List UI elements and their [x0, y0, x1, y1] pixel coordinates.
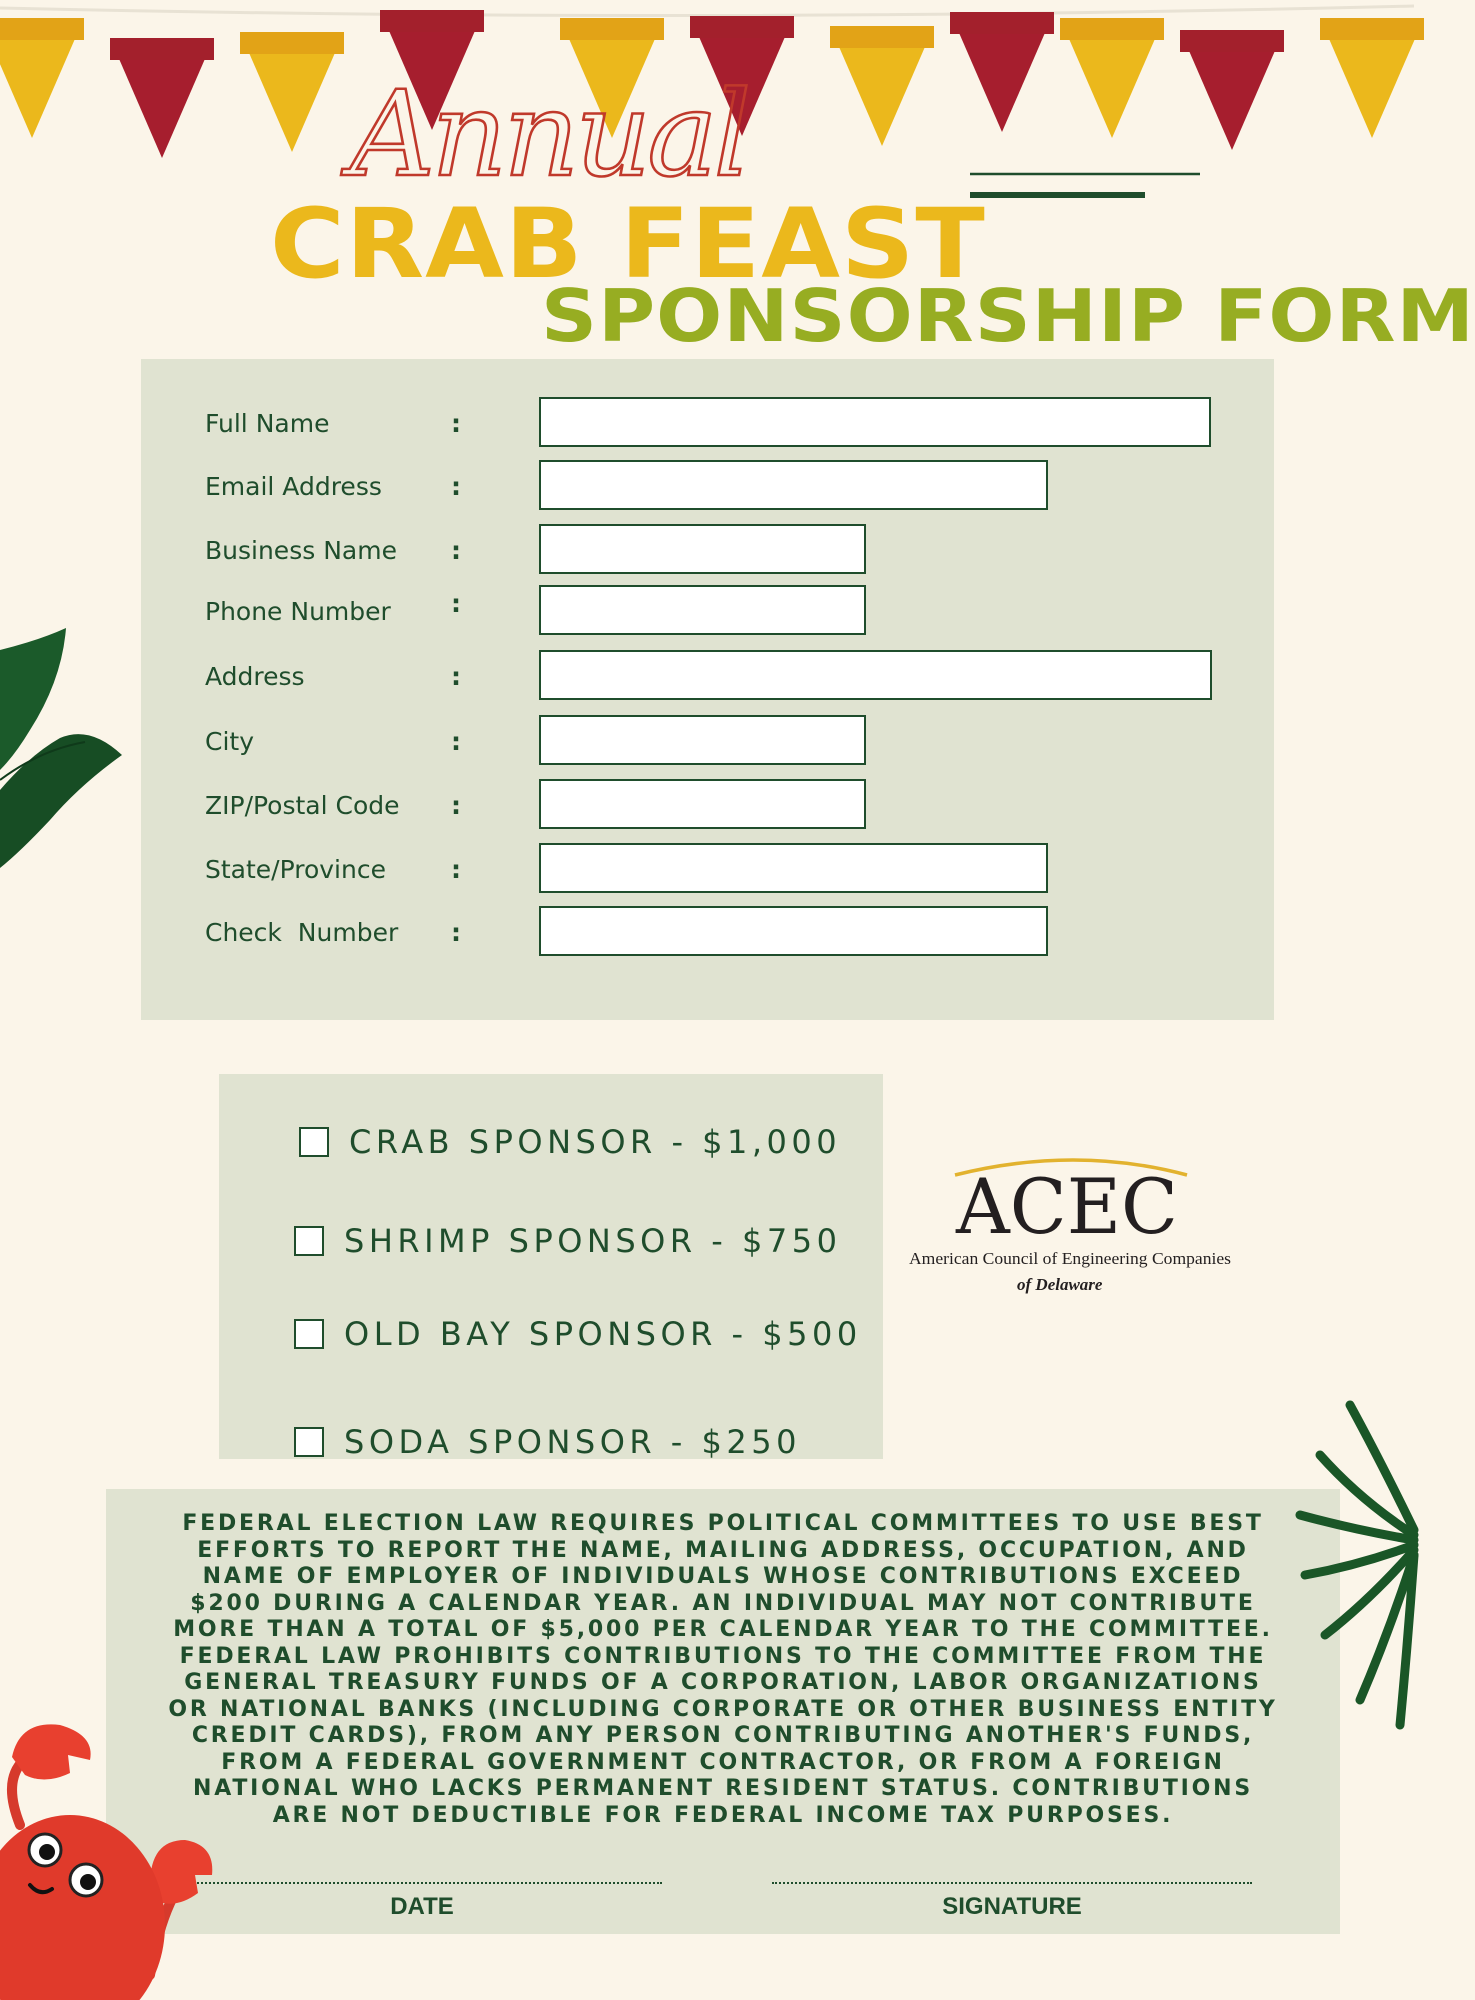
annual-script-text: Annual	[350, 65, 748, 203]
form-row	[141, 843, 1274, 897]
pennant-band	[1060, 18, 1164, 40]
form-row	[141, 715, 1274, 769]
sponsor-label: CRAB SPONSOR - $1,000	[349, 1123, 842, 1161]
field-input[interactable]	[539, 460, 1048, 510]
sponsor-checkbox[interactable]	[294, 1427, 324, 1457]
field-label: Phone Number	[205, 597, 391, 626]
field-colon: :	[451, 409, 461, 438]
form-row	[141, 524, 1274, 578]
field-label: Full Name	[205, 409, 330, 438]
date-line[interactable]	[182, 1882, 662, 1884]
pennant-band	[380, 10, 484, 32]
field-label: Check Number	[205, 918, 399, 947]
field-input[interactable]	[539, 843, 1048, 893]
field-label: State/Province	[205, 855, 386, 884]
field-colon: :	[451, 472, 461, 501]
pennant-band	[110, 38, 214, 60]
form-row	[141, 460, 1274, 514]
field-colon: :	[451, 662, 461, 691]
disclaimer-text: FEDERAL ELECTION LAW REQUIRES POLITICAL COMMITTEES TO USE BEST EFFORTS TO REPORT THE NAME, MAILING ADDRESS, OCCUPATION, AND NAME OF EMPLOYER OF INDIVIDUALS WHOSE CONTRIBUTIONS EXCEED $200 DURING A CALENDAR YEAR. AN INDIVIDUAL MAY NOT CONTRIBUTE MORE THAN A TOTAL OF $5,000 PER CALENDAR YEAR TO THE COMMITTEE. FEDERAL LAW PROHIBITS CONTRIBUTIONS TO THE COMMITTEE FROM THE GENERAL TREASURY FUNDS OF A CORPORATION, LABOR ORGANIZATIONS OR NATIONAL BANKS (INCLUDING CORPORATE OR OTHER BUSINESS ENTITY CREDIT CARDS), FROM ANY PERSON CONTRIBUTING ANOTHER'S FUNDS, FROM A FEDERAL GOVERNMENT CONTRACTOR, OR FROM A FOREIGN NATIONAL WHO LACKS PERMANENT RESIDENT STATUS. CONTRIBUTIONS ARE NOT DEDUCTIBLE FOR FEDERAL INCOME TAX PURPOSES.	[168, 1511, 1278, 1828]
sponsor-label: SHRIMP SPONSOR - $750	[344, 1222, 842, 1260]
sponsor-label: SODA SPONSOR - $250	[344, 1423, 801, 1461]
form-row	[141, 650, 1274, 704]
acec-logo	[905, 1150, 1245, 1300]
field-input[interactable]	[539, 715, 866, 765]
field-input[interactable]	[539, 906, 1048, 956]
form-row	[141, 779, 1274, 833]
signature-line[interactable]	[772, 1882, 1252, 1884]
field-colon: :	[451, 791, 461, 820]
field-colon: :	[451, 727, 461, 756]
field-label: City	[205, 727, 254, 756]
leaf-icon	[0, 620, 130, 870]
field-label: Email Address	[205, 472, 382, 501]
field-label: Address	[205, 662, 305, 691]
sponsor-option[interactable]	[299, 1120, 841, 1164]
form-row	[141, 906, 1274, 960]
date-label: DATE	[390, 1893, 454, 1920]
form-row	[141, 585, 1274, 639]
field-input[interactable]	[539, 397, 1211, 447]
pennant-band	[0, 18, 84, 40]
field-input[interactable]	[539, 650, 1212, 700]
decorative-lines	[970, 168, 1205, 204]
acec-region: of Delaware	[1017, 1275, 1103, 1294]
sponsor-option[interactable]	[294, 1219, 841, 1263]
sponsor-checkbox[interactable]	[299, 1127, 329, 1157]
field-input[interactable]	[539, 585, 866, 635]
signature-label: SIGNATURE	[942, 1893, 1082, 1920]
field-label: ZIP/Postal Code	[205, 791, 400, 820]
pennant-band	[240, 32, 344, 54]
sponsor-label: OLD BAY SPONSOR - $500	[344, 1315, 862, 1353]
title-sponsorship-form: SPONSORSHIP FORM	[541, 274, 1475, 358]
field-input[interactable]	[539, 779, 866, 829]
pennant-band	[830, 26, 934, 48]
title-crab-feast: CRAB FEAST	[270, 188, 986, 300]
disclaimer-panel	[106, 1489, 1340, 1934]
field-colon: :	[451, 918, 461, 947]
field-label: Business Name	[205, 536, 397, 565]
pennant-band	[690, 16, 794, 38]
pennant-band	[1320, 18, 1424, 40]
sponsor-option[interactable]	[294, 1312, 862, 1356]
pennant-band	[950, 12, 1054, 34]
annual-script-title	[350, 55, 748, 205]
sponsor-option[interactable]	[294, 1420, 801, 1464]
field-colon: :	[451, 855, 461, 884]
field-colon: :	[451, 589, 461, 618]
form-row	[141, 397, 1274, 451]
pennant-band	[560, 18, 664, 40]
field-colon: :	[451, 536, 461, 565]
field-input[interactable]	[539, 524, 866, 574]
acec-full-name: American Council of Engineering Companies	[909, 1249, 1231, 1268]
pennant-band	[1180, 30, 1284, 52]
sponsor-checkbox[interactable]	[294, 1319, 324, 1349]
acec-wordmark: ACEC	[955, 1162, 1178, 1251]
sponsorship-options-panel	[219, 1074, 883, 1459]
sponsor-checkbox[interactable]	[294, 1226, 324, 1256]
palm-leaf-icon	[1300, 1400, 1414, 1730]
contact-form-panel	[141, 359, 1274, 1020]
crab-icon	[0, 1715, 230, 2000]
